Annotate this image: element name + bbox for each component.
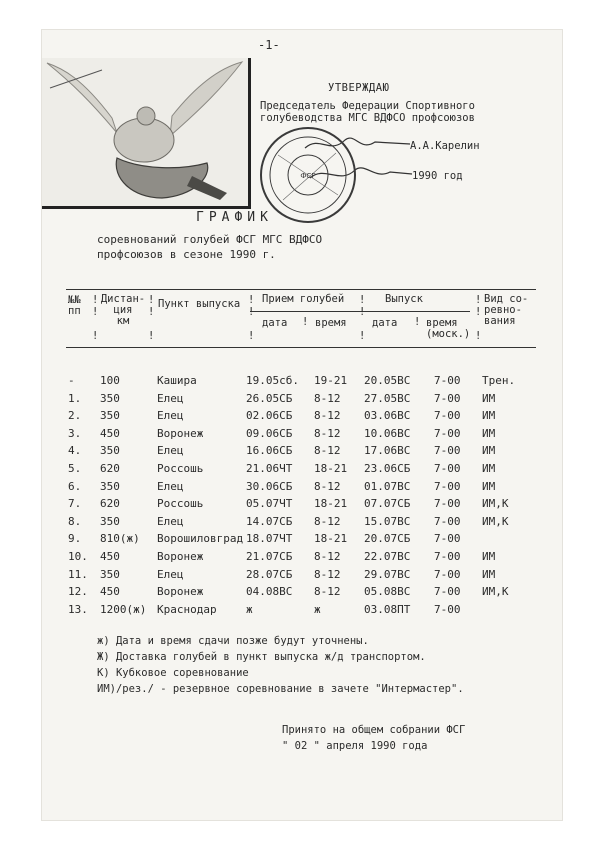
row-reception-time: 8-12 <box>314 391 341 405</box>
header-point: Пункт выпуска <box>158 298 241 310</box>
row-reception-date: 02.06СБ <box>246 409 293 423</box>
approval-heading: УТВЕРЖДАЮ <box>328 82 390 94</box>
row-reception-date: 21.07СБ <box>246 550 293 563</box>
row-number: 8. <box>68 514 82 528</box>
row-release-date: 29.07ВС <box>364 567 411 581</box>
row-number: 10. <box>68 550 88 563</box>
row-competition-kind: ИМ <box>482 567 496 581</box>
approval-position-line1: Председатель Федерации Спортивного <box>260 100 475 112</box>
row-competition-kind: ИМ,К <box>482 497 509 511</box>
header-release: Выпуск <box>385 293 423 305</box>
row-reception-time: 8-12 <box>314 567 341 581</box>
row-number: - <box>68 374 75 387</box>
header-release-time: время (моск.) <box>426 317 471 340</box>
row-competition-kind: ИМ <box>482 409 496 423</box>
row-release-date: 20.07СБ <box>364 532 411 546</box>
row-distance: 100 <box>100 374 120 387</box>
table-row <box>0 444 600 461</box>
table-row <box>0 550 600 567</box>
row-release-point: Воронеж <box>157 585 204 599</box>
row-competition-kind: ИМ,К <box>482 585 509 599</box>
row-distance: 620 <box>100 462 120 475</box>
row-competition-kind: ИМ,К <box>482 514 509 528</box>
row-number: 1. <box>68 391 82 405</box>
row-release-date: 22.07ВС <box>364 550 411 563</box>
row-release-time: 7-00 <box>434 514 461 528</box>
footnote: К) Кубковое соревнование <box>97 667 249 679</box>
header-separator: ! <box>302 316 309 328</box>
row-competition-kind: ИМ <box>482 479 496 493</box>
row-distance: 350 <box>100 567 120 581</box>
row-release-point: Ворошиловград <box>157 532 244 546</box>
row-release-date: 05.08ВС <box>364 585 411 599</box>
row-number: 13. <box>68 602 88 616</box>
row-number: 9. <box>68 532 82 546</box>
header-reception-time: время <box>315 317 347 329</box>
row-competition-kind: ИМ <box>482 462 496 475</box>
row-release-point: Елец <box>157 409 184 423</box>
table-row <box>0 392 600 409</box>
header-kind: Вид со- ревно- вания <box>484 293 529 327</box>
row-reception-date: 04.08ВС <box>246 585 293 599</box>
row-release-point: Краснодар <box>157 602 217 616</box>
accepted-line: Принято на общем собрании ФСГ <box>282 724 466 736</box>
row-release-point: Елец <box>157 444 184 458</box>
header-separator: ! <box>414 316 421 328</box>
page-number: -1- <box>258 38 280 52</box>
row-reception-date: ж <box>246 602 253 616</box>
pigeon-photo <box>42 58 251 209</box>
row-release-date: 10.06ВС <box>364 426 411 440</box>
row-reception-time: 8-12 <box>314 409 341 423</box>
row-reception-time: 8-12 <box>314 550 341 563</box>
row-release-time: 7-00 <box>434 444 461 458</box>
table-header-bottom-rule <box>66 347 536 348</box>
table-row <box>0 409 600 426</box>
row-distance: 350 <box>100 391 120 405</box>
row-release-time: 7-00 <box>434 374 461 387</box>
row-release-date: 03.08ПТ <box>364 602 411 616</box>
table-row <box>0 427 600 444</box>
row-reception-time: 8-12 <box>314 426 341 440</box>
table-row <box>0 462 600 479</box>
table-row <box>0 374 600 391</box>
header-separator: ! ! ! <box>359 294 366 342</box>
table-row <box>0 603 600 620</box>
row-reception-time: 18-21 <box>314 462 348 475</box>
round-seal <box>258 125 358 225</box>
row-release-time: 7-00 <box>434 479 461 493</box>
row-release-point: Кашира <box>157 374 197 387</box>
row-competition-kind: ИМ <box>482 550 496 563</box>
row-release-point: Воронеж <box>157 550 204 563</box>
row-distance: 350 <box>100 444 120 458</box>
row-reception-date: 14.07СБ <box>246 514 293 528</box>
row-reception-date: 16.06СБ <box>246 444 293 458</box>
row-reception-date: 26.05СБ <box>246 391 293 405</box>
header-num: №№ пп <box>68 294 81 317</box>
row-release-time: 7-00 <box>434 426 461 440</box>
row-reception-date: 21.06ЧТ <box>246 462 293 475</box>
row-reception-time: 8-12 <box>314 514 341 528</box>
row-release-date: 03.06ВС <box>364 409 411 423</box>
row-distance: 450 <box>100 550 120 563</box>
table-row <box>0 568 600 585</box>
row-competition-kind: ИМ <box>482 391 496 405</box>
header-release-date: дата <box>372 317 398 329</box>
document-subtitle <box>97 232 322 262</box>
header-separator: ! ! ! <box>92 294 99 342</box>
row-reception-date: 19.05сб. <box>246 374 299 387</box>
accepted-line: " 02 " апреля 1990 года <box>282 740 428 752</box>
row-number: 6. <box>68 479 82 493</box>
row-release-point: Воронеж <box>157 426 204 440</box>
row-reception-date: 05.07ЧТ <box>246 497 293 511</box>
row-release-point: Елец <box>157 514 184 528</box>
row-reception-time: 19-21 <box>314 374 348 387</box>
row-release-time: 7-00 <box>434 409 461 423</box>
header-reception: Прием голубей <box>262 293 345 305</box>
row-release-date: 15.07ВС <box>364 514 411 528</box>
row-release-date: 27.05ВС <box>364 391 411 405</box>
row-number: 12. <box>68 585 88 599</box>
row-release-time: 7-00 <box>434 567 461 581</box>
svg-text:ФСГ: ФСГ <box>300 172 316 180</box>
row-distance: 350 <box>100 409 120 423</box>
row-distance: 450 <box>100 426 120 440</box>
row-number: 4. <box>68 444 82 458</box>
row-distance: 350 <box>100 514 120 528</box>
footnote: ИМ)/рез./ - резервное соревнование в зачете "Интермастер". <box>97 683 464 695</box>
approval-year: 1990 год <box>412 170 463 182</box>
row-distance: 620 <box>100 497 120 511</box>
row-release-time: 7-00 <box>434 585 461 599</box>
row-reception-date: 18.07ЧТ <box>246 532 293 546</box>
row-release-date: 01.07ВС <box>364 479 411 493</box>
row-release-point: Россошь <box>157 497 204 511</box>
row-reception-time: 8-12 <box>314 585 341 599</box>
row-release-date: 17.06ВС <box>364 444 411 458</box>
row-release-date: 07.07СБ <box>364 497 411 511</box>
table-row <box>0 585 600 602</box>
approval-position-line2: голубеводства МГС ВДФСО профсоюзов <box>260 112 475 124</box>
table-row <box>0 480 600 497</box>
row-reception-time: 18-21 <box>314 532 348 546</box>
row-number: 7. <box>68 497 82 511</box>
row-competition-kind: ИМ <box>482 444 496 458</box>
row-reception-time: 18-21 <box>314 497 348 511</box>
row-reception-date: 28.07СБ <box>246 567 293 581</box>
row-number: 5. <box>68 462 82 475</box>
subtitle-line: профсоюзов в сезоне 1990 г. <box>97 248 276 261</box>
header-distance: Дистан- ция км <box>100 293 146 327</box>
accepted-note <box>282 722 465 754</box>
row-release-time: 7-00 <box>434 391 461 405</box>
document-title: ГРАФИК <box>196 210 273 225</box>
row-competition-kind: Трен. <box>482 374 516 387</box>
row-distance: 350 <box>100 479 120 493</box>
row-distance: 1200(ж) <box>100 602 147 616</box>
row-release-time: 7-00 <box>434 550 461 563</box>
table-top-rule <box>66 289 536 290</box>
row-release-point: Елец <box>157 567 184 581</box>
row-release-time: 7-00 <box>434 532 461 546</box>
row-release-date: 23.06СБ <box>364 462 411 475</box>
row-number: 2. <box>68 409 82 423</box>
footnote: Ж) Доставка голубей в пункт выпуска ж/д транспортом. <box>97 651 426 663</box>
row-release-point: Елец <box>157 479 184 493</box>
approval-signer: А.А.Карелин <box>410 140 480 152</box>
subtitle-line: соревнований голубей ФСГ МГС ВДФСО <box>97 233 323 246</box>
header-reception-date: дата <box>262 317 288 329</box>
row-reception-date: 09.06СБ <box>246 426 293 440</box>
row-reception-date: 30.06СБ <box>246 479 293 493</box>
header-separator: ! ! ! <box>148 294 155 342</box>
row-release-time: 7-00 <box>434 602 461 616</box>
row-reception-time: 8-12 <box>314 444 341 458</box>
table-row <box>0 515 600 532</box>
footnote: ж) Дата и время сдачи позже будут уточнены. <box>97 635 369 647</box>
row-release-point: Елец <box>157 391 184 405</box>
row-number: 11. <box>68 567 88 581</box>
row-reception-time: ж <box>314 602 321 616</box>
row-release-time: 7-00 <box>434 462 461 475</box>
header-separator: ! ! ! <box>475 294 482 342</box>
table-row <box>0 497 600 514</box>
row-distance: 810(ж) <box>100 532 140 546</box>
header-separator: ! ! ! <box>248 294 255 342</box>
footnotes <box>97 633 464 697</box>
row-release-time: 7-00 <box>434 497 461 511</box>
row-reception-time: 8-12 <box>314 479 341 493</box>
row-number: 3. <box>68 426 82 440</box>
row-distance: 450 <box>100 585 120 599</box>
table-row <box>0 532 600 549</box>
row-competition-kind: ИМ <box>482 426 496 440</box>
row-release-point: Россошь <box>157 462 204 475</box>
row-release-date: 20.05ВС <box>364 374 411 387</box>
